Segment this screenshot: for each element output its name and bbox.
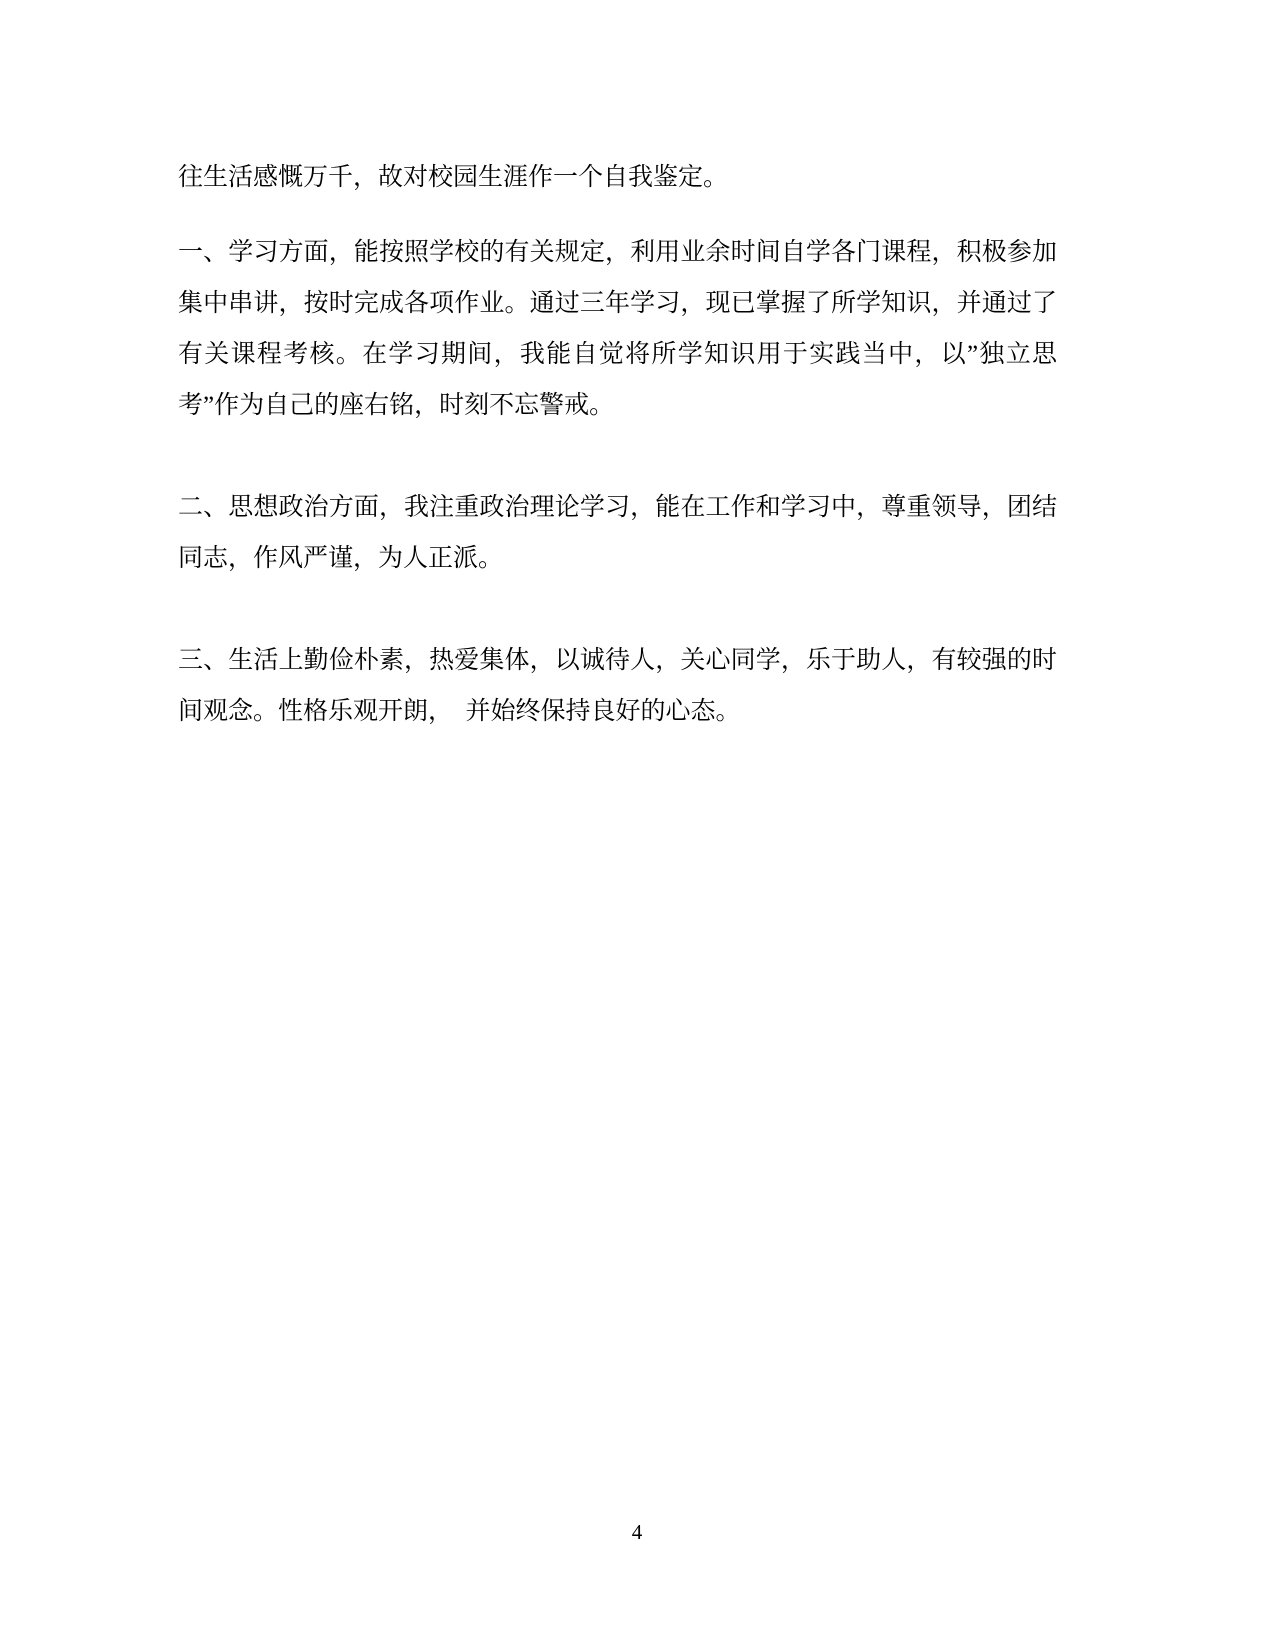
paragraph-intro: 往生活感慨万千，故对校园生涯作一个自我鉴定。	[178, 164, 729, 191]
page-footer	[0, 1518, 1274, 1546]
paragraph-study: 一、学习方面，能按照学校的有关规定，利用业余时间自学各门课程，积极参加集中串讲，按时完成各项作业。通过三年学习，现已掌握了所学知识，并通过了有关课程考核。在学习期间，我能自觉将所学知识用于实践当中，以”独立思考”作为自己的座右铭，时刻不忘警戒。	[178, 239, 1057, 419]
document-body	[178, 152, 1057, 788]
paragraph-politics: 二、思想政治方面，我注重政治理论学习，能在工作和学习中，尊重领导，团结同志，作风严谨，为人正派。	[178, 494, 1057, 572]
page-number: 4	[631, 1520, 643, 1544]
paragraph-life: 三、生活上勤俭朴素，热爱集体，以诚待人，关心同学，乐于助人，有较强的时间观念。性格乐观开朗， 并始终保持良好的心态。	[178, 647, 1057, 725]
